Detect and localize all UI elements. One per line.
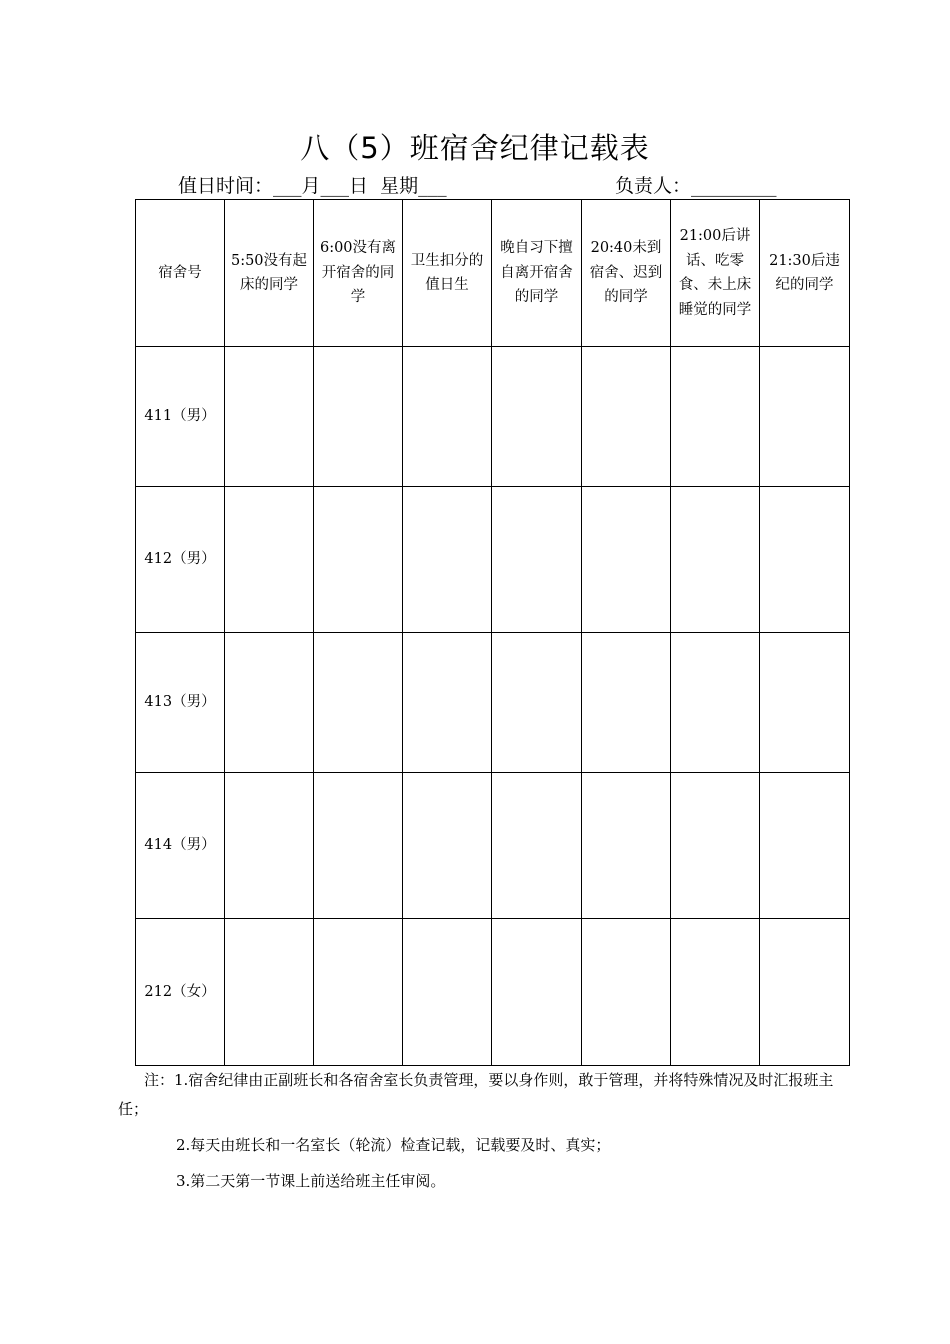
note-item-2: 2.每天由班长和一名室长（轮流）检查记载，记载要及时、真实；: [176, 1136, 611, 1154]
table-cell[interactable]: [492, 487, 582, 633]
table-cell[interactable]: [225, 773, 314, 919]
table-cell[interactable]: [582, 633, 671, 773]
header-late-2040: 20:40未到宿舍、迟到的同学: [582, 200, 671, 347]
table-cell[interactable]: [671, 633, 760, 773]
room-number-cell: 212（女）: [136, 919, 225, 1066]
table-cell[interactable]: [492, 919, 582, 1066]
note-item-1: 注：1.宿舍纪律由正副班长和各宿舍室长负责管理，要以身作则，敢于管理，并将特殊情况及时汇报班主任；: [118, 1071, 834, 1118]
header-not-up-550: 5:50没有起床的同学: [225, 200, 314, 347]
room-number-cell: 413（男）: [136, 633, 225, 773]
table-cell[interactable]: [314, 773, 403, 919]
header-violation-after-2130: 21:30后违纪的同学: [760, 200, 850, 347]
table-cell[interactable]: [671, 487, 760, 633]
table-row: [136, 919, 850, 1066]
table-cell[interactable]: [760, 347, 850, 487]
table-cell[interactable]: [314, 347, 403, 487]
table-cell[interactable]: [403, 773, 492, 919]
duty-time-field: 值日时间：___月___日 星期___: [178, 175, 447, 197]
table-cell[interactable]: [403, 347, 492, 487]
table-cell[interactable]: [403, 487, 492, 633]
header-hygiene-deduction: 卫生扣分的值日生: [403, 200, 492, 347]
table-cell[interactable]: [582, 347, 671, 487]
table-cell[interactable]: [582, 773, 671, 919]
responsible-person-field: 负责人：_________: [615, 175, 777, 197]
table-cell[interactable]: [225, 487, 314, 633]
note-item-3: 3.第二天第一节课上前送给班主任审阅。: [176, 1172, 446, 1190]
table-cell[interactable]: [760, 633, 850, 773]
header-not-left-600: 6:00没有离开宿舍的同学: [314, 200, 403, 347]
table-cell[interactable]: [671, 347, 760, 487]
table-cell[interactable]: [492, 347, 582, 487]
table-row: [136, 347, 850, 487]
header-talking-after-2100: 21:00后讲话、吃零食、未上床睡觉的同学: [671, 200, 760, 347]
table-header-row: [136, 200, 850, 347]
room-number-cell: 411（男）: [136, 347, 225, 487]
header-room-number: 宿舍号: [136, 200, 225, 347]
room-number-cell: 414（男）: [136, 773, 225, 919]
dormitory-discipline-table: [135, 199, 850, 1066]
room-number-cell: 412（男）: [136, 487, 225, 633]
table-cell[interactable]: [314, 487, 403, 633]
table-cell[interactable]: [225, 347, 314, 487]
table-cell[interactable]: [492, 773, 582, 919]
page-title: 八（5）班宿舍纪律记载表: [300, 131, 650, 165]
table-cell[interactable]: [760, 487, 850, 633]
notes-section: [118, 1066, 858, 1196]
table-cell[interactable]: [671, 919, 760, 1066]
table-cell[interactable]: [760, 919, 850, 1066]
table-row: [136, 633, 850, 773]
table-cell[interactable]: [671, 773, 760, 919]
table-cell[interactable]: [225, 919, 314, 1066]
header-left-without-permission: 晚自习下擅自离开宿舍的同学: [492, 200, 582, 347]
table-cell[interactable]: [582, 487, 671, 633]
table-cell[interactable]: [314, 633, 403, 773]
table-row: [136, 773, 850, 919]
table-cell[interactable]: [492, 633, 582, 773]
table-cell[interactable]: [403, 633, 492, 773]
table-cell[interactable]: [760, 773, 850, 919]
table-cell[interactable]: [314, 919, 403, 1066]
table-cell[interactable]: [403, 919, 492, 1066]
table-cell[interactable]: [225, 633, 314, 773]
table-row: [136, 487, 850, 633]
table-cell[interactable]: [582, 919, 671, 1066]
